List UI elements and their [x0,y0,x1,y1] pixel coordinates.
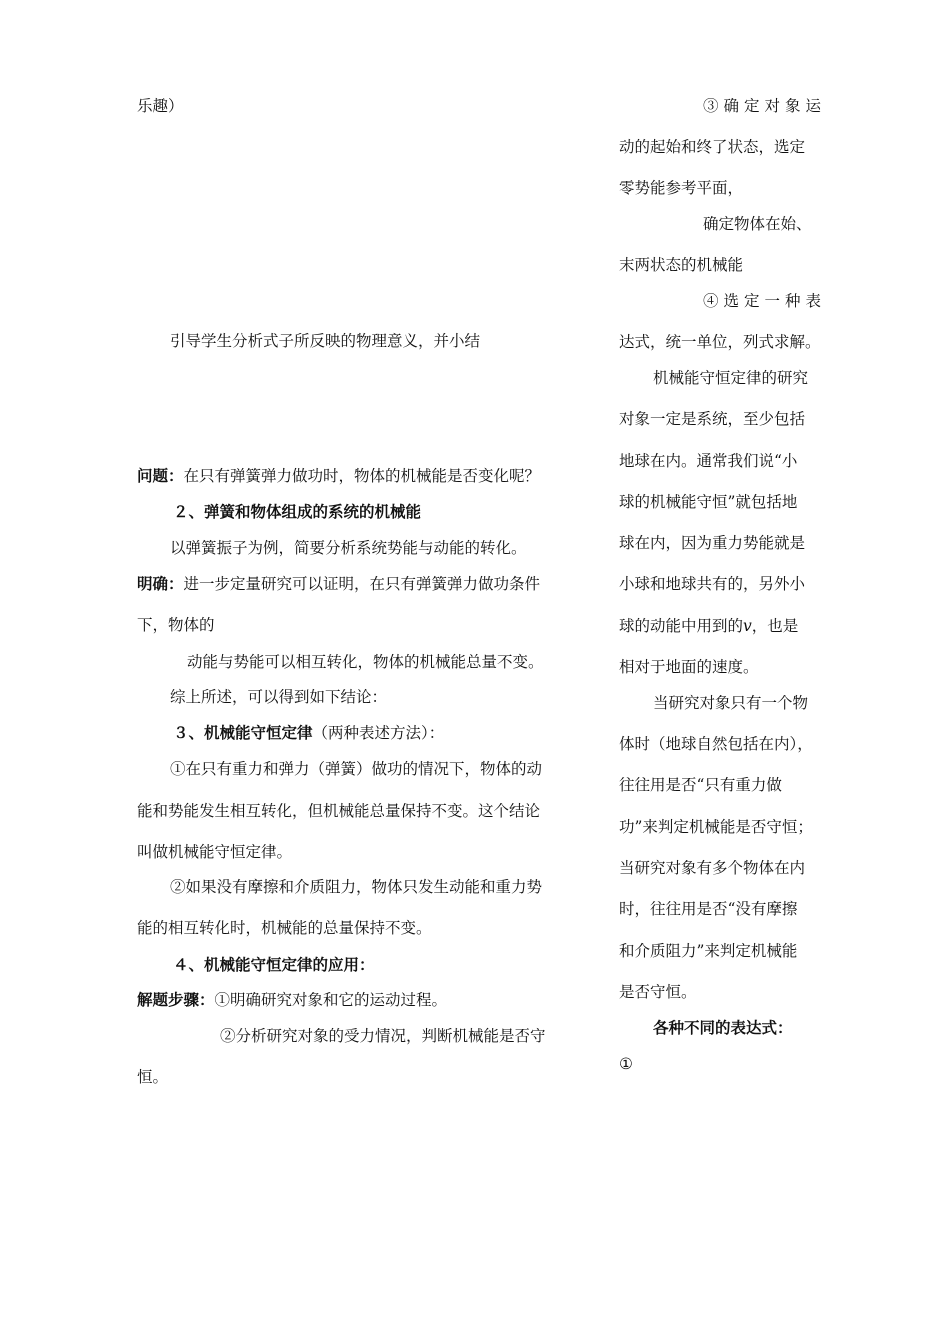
paragraph: 综上所述，可以得到如下结论： [170,688,388,706]
text-line: 往往用是否“只有重力做 [619,776,782,794]
text-line: 对象一定是系统，至少包括 [619,410,806,428]
steps-text: ①明确研究对象和它的运动过程。 [214,991,448,1009]
text-line: ① [619,1055,633,1073]
text-segment: ，也是 [751,617,799,635]
text-line: 体时（地球自然包括在内）， [619,735,813,753]
clarify-text: 进一步定量研究可以证明，在只有弹簧弹力做功条件 [183,575,541,593]
paragraph: 以弹簧振子为例，简要分析系统势能与动能的转化。 [170,539,527,557]
statement-1: 能和势能发生相互转化，但机械能总量保持不变。这个结论 [137,802,541,820]
steps-line [137,993,447,1009]
paragraph: 动能与势能可以相互转化，物体的机械能总量不变。 [187,653,544,671]
section-heading-4: ４、机械能守恒定律的应用： [173,956,375,974]
text-line: 确定物体在始、 [703,215,812,233]
text-line: 功”来判定机械能是否守恒； [619,818,813,836]
section-heading-2: ２、弹簧和物体组成的系统的机械能 [173,503,422,521]
statement-1: 叫做机械能守恒定律。 [137,843,293,861]
text-line: 相对于地面的速度。 [619,658,759,676]
text-line: 乐趣） [137,97,184,115]
question-label: 问题： [137,467,184,485]
statement-2: ②如果没有摩擦和介质阻力，物体只发生动能和重力势 [170,878,543,896]
steps-line: ②分析研究对象的受力情况，判断机械能是否守 [220,1027,546,1045]
text-line: 球的机械能守恒”就包括地 [619,493,798,511]
text-line: 时，往往用是否“没有摩擦 [619,900,798,918]
velocity-symbol: v [743,617,752,635]
text-line: 小球和地球共有的，另外小 [619,575,806,593]
statement-1: ①在只有重力和弹力（弹簧）做功的情况下，物体的动 [170,760,543,778]
text-line: 地球在内。通常我们说“小 [619,452,798,470]
text-line: 零势能参考平面， [619,179,744,197]
text-line: 和介质阻力”来判定机械能 [619,942,798,960]
text-line: ④选定一种表 [703,292,827,310]
text-line: 达式，统一单位，列式求解。 [619,333,821,351]
text-line: 末两状态的机械能 [619,256,744,274]
text-line: 引导学生分析式子所反映的物理意义，并小结 [170,332,481,350]
statement-2: 能的相互转化时，机械能的总量保持不变。 [137,919,432,937]
text-line: 动的起始和终了状态，选定 [619,138,806,156]
expressions-heading: 各种不同的表达式： [653,1019,793,1037]
section-heading-3-note: （两种表述方法）： [312,724,445,742]
question-line [137,469,540,485]
text-line: 当研究对象只有一个物 [653,694,809,712]
clarify-line [137,577,540,593]
section-heading-3-title: ３、机械能守恒定律 [173,724,313,742]
text-line: 下，物体的 [137,616,215,634]
text-segment: 球的动能中用到的 [619,617,744,635]
steps-label: 解题步骤： [137,991,215,1009]
text-line: 当研究对象有多个物体在内 [619,859,806,877]
text-line: 是否守恒。 [619,983,697,1001]
text-line: ③确定对象运 [703,97,827,115]
steps-line: 恒。 [137,1068,169,1086]
clarify-label: 明确： [137,575,184,593]
text-line: 机械能守恒定律的研究 [653,369,809,387]
question-text: 在只有弹簧弹力做功时，物体的机械能是否变化呢？ [183,467,541,485]
text-line [619,619,798,635]
text-line: 球在内，因为重力势能就是 [619,534,806,552]
section-heading-3 [173,726,444,742]
